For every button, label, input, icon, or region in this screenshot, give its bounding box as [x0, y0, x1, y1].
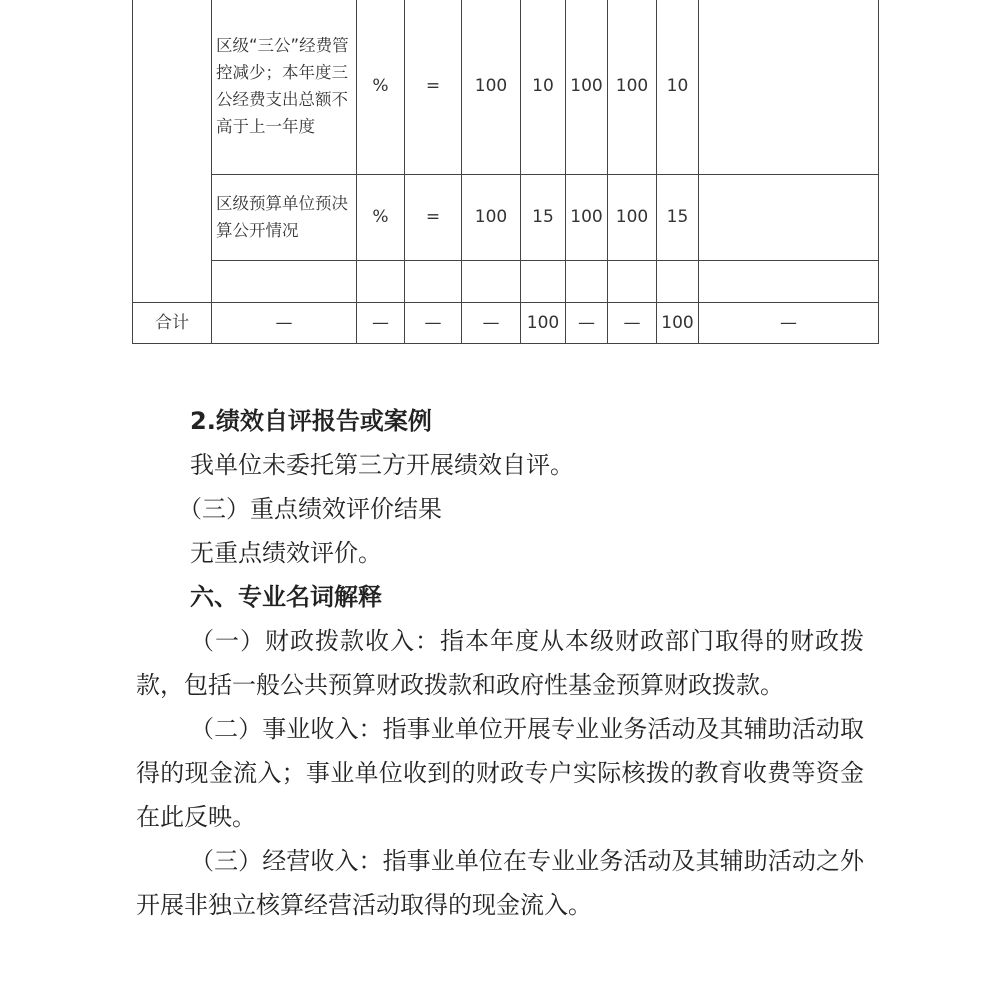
total-op: — [405, 302, 462, 343]
indicator-group-cell [133, 0, 212, 302]
table-row [133, 260, 879, 302]
table-row [133, 0, 879, 174]
total-label: 合计 [133, 302, 212, 343]
empty-cell [212, 260, 357, 302]
note-cell [699, 0, 879, 174]
score-cell: 15 [657, 174, 699, 260]
weight-cell: 15 [521, 174, 566, 260]
section-heading: 2.绩效自评报告或案例 [190, 407, 432, 435]
indicator-desc: 区级预算单位预决算公开情况 [212, 174, 357, 260]
actual-cell: 100 [566, 174, 608, 260]
indicator-desc: 区级“三公”经费管控减少；本年度三公经费支出总额不高于上一年度 [212, 0, 357, 174]
empty-cell [405, 260, 462, 302]
total-desc: — [212, 302, 357, 343]
actual-cell: 100 [608, 174, 657, 260]
operator-cell: = [405, 174, 462, 260]
paragraph: 无重点绩效评价。 [190, 539, 382, 567]
actual-cell: 100 [608, 0, 657, 174]
empty-cell [566, 260, 608, 302]
empty-cell [657, 260, 699, 302]
document-body [136, 397, 864, 927]
empty-cell [521, 260, 566, 302]
term-definition: （一）财政拨款收入：指本年度从本级财政部门取得的财政拨款，包括一般公共预算财政拨款和政府性基金预算财政拨款。 [136, 627, 864, 699]
section-heading: （三）重点绩效评价结果 [178, 495, 442, 523]
target-cell: 100 [462, 0, 521, 174]
weight-cell: 10 [521, 0, 566, 174]
empty-cell [462, 260, 521, 302]
empty-cell [357, 260, 405, 302]
empty-cell [608, 260, 657, 302]
total-unit: — [357, 302, 405, 343]
table-row [133, 174, 879, 260]
performance-table [132, 0, 879, 344]
empty-cell [699, 260, 879, 302]
total-actual: — [608, 302, 657, 343]
total-weight: 100 [521, 302, 566, 343]
unit-cell: % [357, 174, 405, 260]
target-cell: 100 [462, 174, 521, 260]
section-heading: 六、专业名词解释 [190, 583, 382, 611]
total-target: — [462, 302, 521, 343]
score-cell: 10 [657, 0, 699, 174]
total-actual: — [566, 302, 608, 343]
unit-cell: % [357, 0, 405, 174]
term-definition: （二）事业收入：指事业单位开展专业业务活动及其辅助活动取得的现金流入；事业单位收到的财政专户实际核拨的教育收费等资金在此反映。 [136, 715, 864, 831]
note-cell [699, 174, 879, 260]
paragraph: 我单位未委托第三方开展绩效自评。 [190, 451, 574, 479]
total-score: 100 [657, 302, 699, 343]
total-row [133, 302, 879, 343]
actual-cell: 100 [566, 0, 608, 174]
operator-cell: = [405, 0, 462, 174]
total-note: — [699, 302, 879, 343]
term-definition: （三）经营收入：指事业单位在专业业务活动及其辅助活动之外开展非独立核算经营活动取得的现金流入。 [136, 847, 864, 919]
